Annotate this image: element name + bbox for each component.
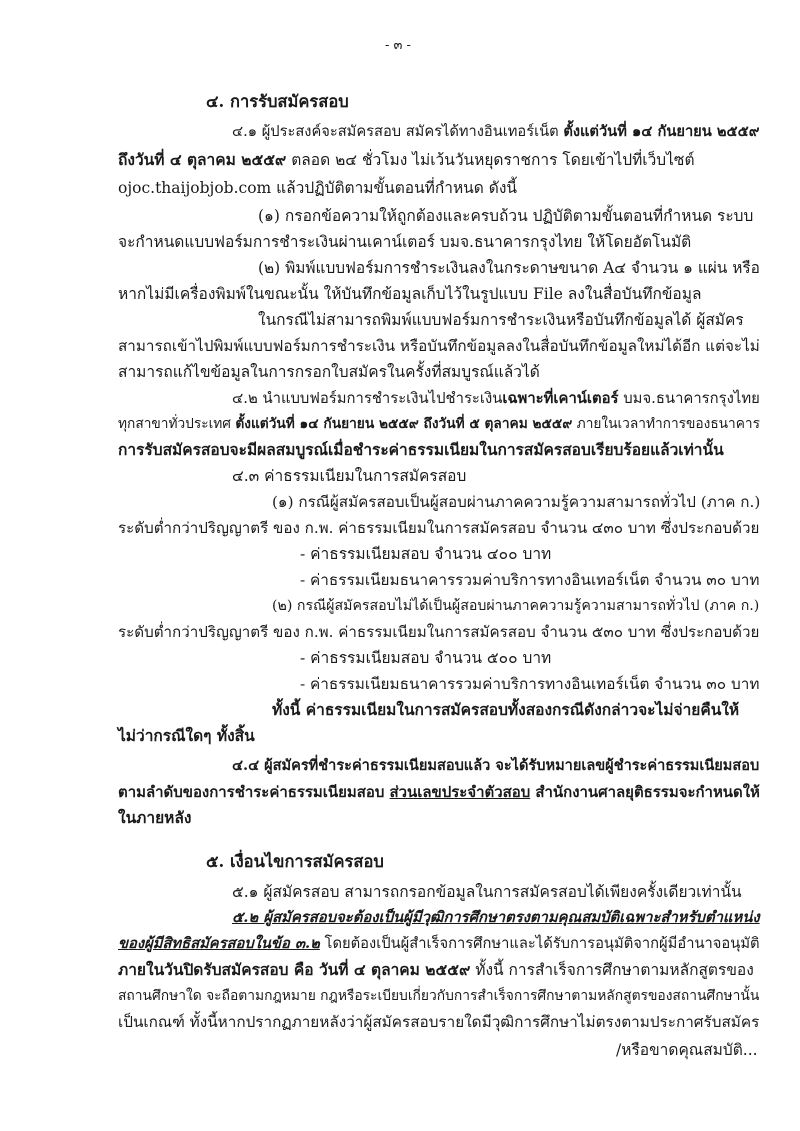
step-1-line-1: (๑) กรอกข้อความให้ถูกต้องและครบถ้วน ปฏิบัติตามขั้นตอนที่กำหนด ระบบ <box>258 207 754 225</box>
para-5-2-line-5: เป็นเกณฑ์ ทั้งนี้หากปรากฏภายหลังว่าผู้สมัครสอบรายใดมีวุฒิการศึกษาไม่ตรงตามประกาศรับสมัคร <box>118 1013 760 1031</box>
fee-case-2-item-1: - ค่าธรรมเนียมสอบ จำนวน ๕๐๐ บาท <box>300 649 552 667</box>
para-5-2-line-2: ของผู้มีสิทธิสมัครสอบในข้อ ๓.๒ โดยต้องเป็นผู้สำเร็จการศึกษาและได้รับการอนุมัติจากผู้มีอำนาจอนุมัติ <box>118 935 760 952</box>
fee-remark-line-2: ไม่ว่ากรณีใดๆ ทั้งสิ้น <box>118 726 255 745</box>
para-4-4-line-3: ในภายหลัง <box>118 808 192 827</box>
para-4-2-line-2: ทุกสาขาทั่วประเทศ ตั้งแต่วันที่ ๑๔ กันยายน ๒๕๕๙ ถึงวันที่ ๕ ตุลาคม ๒๕๕๙ ภายในเวลาทำการของธนาคาร <box>118 416 760 432</box>
para-4-2-line-3: การรับสมัครสอบจะมีผลสมบูรณ์เมื่อชำระค่าธรรมเนียมในการสมัครสอบเรียบร้อยแล้วเท่านั้น <box>118 440 724 459</box>
para-5-1: ๕.๑ ผู้สมัครสอบ สามารถกรอกข้อมูลในการสมัครสอบได้เพียงครั้งเดียวเท่านั้น <box>232 883 742 901</box>
note-line-1: ในกรณีไม่สามารถพิมพ์แบบฟอร์มการชำระเงินหรือบันทึกข้อมูลได้ ผู้สมัคร <box>258 311 744 329</box>
note-line-3: สามารถแก้ไขข้อมูลในการกรอกใบสมัครในครั้งที่สมบูรณ์แล้วได้ <box>118 363 540 381</box>
step-2-line-2: หากไม่มีเครื่องพิมพ์ในขณะนั้น ให้บันทึกข้อมูลเก็บไว้ในรูปแบบ File ลงในสื่อบันทึกข้อมูล <box>118 285 702 303</box>
para-4-1-line-1: ๔.๑ ผู้ประสงค์จะสมัครสอบ สมัครได้ทางอินเทอร์เน็ต ตั้งแต่วันที่ ๑๔ กันยายน ๒๕๕๙ <box>232 123 760 140</box>
para-5-2-line-3: ภายในวันปิดรับสมัครสอบ คือ วันที่ ๔ ตุลาคม ๒๕๕๙ ทั้งนี้ การสำเร็จการศึกษาตามหลักสูตรของ <box>118 960 754 979</box>
fee-case-1-line-2: ระดับต่ำกว่าปริญญาตรี ของ ก.พ. ค่าธรรมเนียมในการสมัครสอบ จำนวน ๔๓๐ บาท ซึ่งประกอบด้วย <box>118 519 760 537</box>
section-4-heading: ๔. การรับสมัครสอบ <box>206 92 349 111</box>
section-5-heading: ๕. เงื่อนไขการสมัครสอบ <box>206 852 384 871</box>
para-4-1-line-2: ถึงวันที่ ๔ ตุลาคม ๒๕๕๙ ตลอด ๒๔ ชั่วโมง ไม่เว้นวันหยุดราชการ โดยเข้าไปที่เว็บไซต์ <box>118 150 695 169</box>
fee-case-1-line-1: (๑) กรณีผู้สมัครสอบเป็นผู้สอบผ่านภาคความรู้ความสามารถทั่วไป (ภาค ก.) <box>272 493 761 511</box>
page-number: - ๓ - <box>385 38 411 53</box>
continuation-note: /หรือขาดคุณสมบัติ... <box>616 1041 758 1059</box>
para-5-2-line-1: ๕.๒ ผู้สมัครสอบจะต้องเป็นผู้มีวุฒิการศึกษาตรงตามคุณสมบัติเฉพาะสำหรับตำแหน่ง <box>232 909 760 926</box>
fee-case-1-item-2: - ค่าธรรมเนียมธนาคารรวมค่าบริการทางอินเทอร์เน็ต จำนวน ๓๐ บาท <box>300 571 760 589</box>
fee-case-2-line-1: (๒) กรณีผู้สมัครสอบไม่ได้เป็นผู้สอบผ่านภาคความรู้ความสามารถทั่วไป (ภาค ก.) <box>272 598 760 614</box>
para-4-4-line-1: ๔.๔ ผู้สมัครที่ชำระค่าธรรมเนียมสอบแล้ว จะได้รับหมายเลขผู้ชำระค่าธรรมเนียมสอบ <box>232 757 760 774</box>
note-line-2: สามารถเข้าไปพิมพ์แบบฟอร์มการชำระเงิน หรือบันทึกข้อมูลลงในสื่อบันทึกข้อมูลใหม่ได้อีก แต่จะไม่ <box>118 337 760 355</box>
fee-case-2-item-2: - ค่าธรรมเนียมธนาคารรวมค่าบริการทางอินเทอร์เน็ต จำนวน ๓๐ บาท <box>300 675 760 693</box>
para-4-2-line-1: ๔.๒ นำแบบฟอร์มการชำระเงินไปชำระเงินเฉพาะที่เคาน์เตอร์ บมจ.ธนาคารกรุงไทย <box>232 389 760 407</box>
step-1-line-2: จะกำหนดแบบฟอร์มการชำระเงินผ่านเคาน์เตอร์ บมจ.ธนาคารกรุงไทย ให้โดยอัตโนมัติ <box>118 233 692 251</box>
para-5-2-line-4: สถานศึกษาใด จะถือตามกฎหมาย กฎหรือระเบียบเกี่ยวกับการสำเร็จการศึกษาตามหลักสูตรของสถานศึกษานั้น <box>118 988 760 1004</box>
fee-case-2-line-2: ระดับต่ำกว่าปริญญาตรี ของ ก.พ. ค่าธรรมเนียมในการสมัครสอบ จำนวน ๕๓๐ บาท ซึ่งประกอบด้วย <box>118 623 760 641</box>
fee-remark-line-1: ทั้งนี้ ค่าธรรมเนียมในการสมัครสอบทั้งสองกรณีดังกล่าวจะไม่จ่ายคืนให้ <box>272 700 740 719</box>
para-4-3-title: ๔.๓ ค่าธรรมเนียมในการสมัครสอบ <box>232 467 467 485</box>
fee-case-1-item-1: - ค่าธรรมเนียมสอบ จำนวน ๔๐๐ บาท <box>300 545 552 563</box>
para-4-4-line-2: ตามลำดับของการชำระค่าธรรมเนียมสอบ ส่วนเลขประจำตัวสอบ สำนักงานศาลยุติธรรมจะกำหนดให้ <box>118 783 760 801</box>
step-2-line-1: (๒) พิมพ์แบบฟอร์มการชำระเงินลงในกระดาษขนาด A๔ จำนวน ๑ แผ่น หรือ <box>258 259 760 277</box>
para-4-1-line-3: ojoc.thaijobjob.com แล้วปฏิบัติตามขั้นตอนที่กำหนด ดังนี้ <box>118 179 518 197</box>
